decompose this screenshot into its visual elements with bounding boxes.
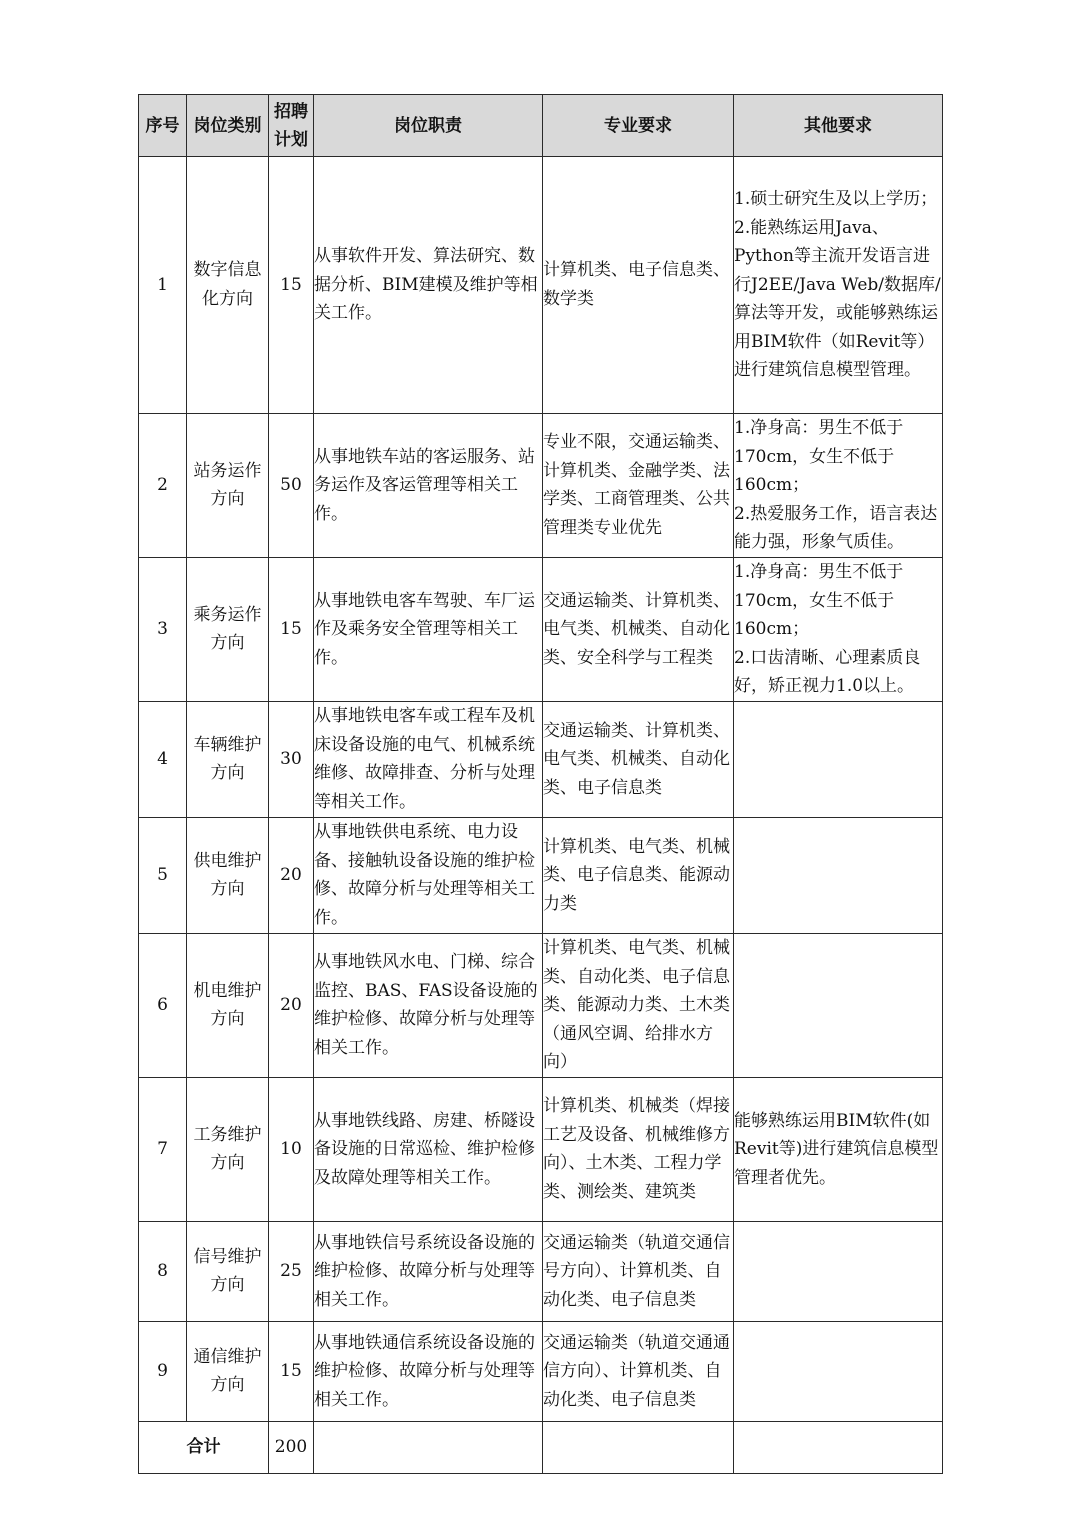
table-row [139, 157, 943, 414]
row-index: 5 [139, 817, 187, 933]
row-plan: 20 [269, 817, 314, 933]
row-index: 8 [139, 1221, 187, 1321]
total-plan: 200 [269, 1421, 314, 1473]
table-row [139, 1221, 943, 1321]
row-major: 交通运输类、计算机类、电气类、机械类、自动化类、安全科学与工程类 [543, 557, 734, 701]
row-plan: 50 [269, 414, 314, 558]
total-label: 合计 [139, 1421, 269, 1473]
table-row [139, 1077, 943, 1221]
row-major: 交通运输类（轨道交通信号方向）、计算机类、自动化类、电子信息类 [543, 1221, 734, 1321]
row-plan: 15 [269, 1321, 314, 1421]
row-duty: 从事地铁信号系统设备设施的维护检修、故障分析与处理等相关工作。 [314, 1221, 543, 1321]
row-duty: 从事地铁线路、房建、桥隧设备设施的日常巡检、维护检修及故障处理等相关工作。 [314, 1077, 543, 1221]
row-index: 3 [139, 557, 187, 701]
total-duty-empty [314, 1421, 543, 1473]
header-major: 专业要求 [543, 95, 734, 157]
row-major: 计算机类、电气类、机械类、电子信息类、能源动力类 [543, 817, 734, 933]
row-duty: 从事地铁风水电、门梯、综合监控、BAS、FAS设备设施的维护检修、故障分析与处理等相关工作。 [314, 933, 543, 1077]
row-other [734, 1321, 943, 1421]
table-row [139, 701, 943, 817]
row-index: 7 [139, 1077, 187, 1221]
header-plan-line1: 招聘 [274, 101, 308, 122]
row-category: 乘务运作方向 [193, 604, 262, 654]
row-duty: 从事地铁车站的客运服务、站务运作及客运管理等相关工作。 [314, 414, 543, 558]
header-duty: 岗位职责 [314, 95, 543, 157]
row-index: 9 [139, 1321, 187, 1421]
row-category: 数字信息化方向 [193, 260, 262, 309]
row-major: 计算机类、电气类、机械类、自动化类、电子信息类、能源动力类、土木类（通风空调、给排水方向） [543, 933, 734, 1077]
row-category: 供电维护方向 [193, 850, 262, 900]
header-index: 序号 [139, 95, 187, 157]
total-row [139, 1421, 943, 1473]
total-major-empty [543, 1421, 734, 1473]
table-row [139, 933, 943, 1077]
row-plan: 15 [269, 557, 314, 701]
row-plan: 20 [269, 933, 314, 1077]
row-category: 机电维护方向 [193, 980, 262, 1030]
row-plan: 10 [269, 1077, 314, 1221]
header-row [139, 95, 943, 157]
row-major: 交通运输类（轨道交通通信方向）、计算机类、自动化类、电子信息类 [543, 1321, 734, 1421]
row-other: 1.净身高：男生不低于170cm，女生不低于160cm； 2.口齿清晰、心理素质良好，矫正视力1.0以上。 [734, 557, 943, 701]
row-index: 4 [139, 701, 187, 817]
header-plan-line2: 计划 [274, 129, 308, 150]
recruitment-table [138, 94, 943, 1474]
row-duty: 从事地铁电客车或工程车及机床设备设施的电气、机械系统维修、故障排查、分析与处理等相关工作。 [314, 701, 543, 817]
row-category: 工务维护方向 [193, 1124, 262, 1174]
row-duty: 从事地铁通信系统设备设施的维护检修、故障分析与处理等相关工作。 [314, 1321, 543, 1421]
header-plan [269, 95, 314, 157]
table-row [139, 557, 943, 701]
table-row [139, 414, 943, 558]
header-category: 岗位类别 [187, 95, 269, 157]
row-other [734, 933, 943, 1077]
row-plan: 30 [269, 701, 314, 817]
row-category: 信号维护方向 [193, 1246, 262, 1296]
row-category: 车辆维护方向 [193, 734, 262, 784]
row-other: 1.净身高：男生不低于170cm，女生不低于160cm； 2.热爱服务工作，语言表达能力强，形象气质佳。 [734, 414, 943, 558]
row-major: 计算机类、机械类（焊接工艺及设备、机械维修方向）、土木类、工程力学类、测绘类、建筑类 [543, 1077, 734, 1221]
row-duty: 从事软件开发、算法研究、数据分析、BIM建模及维护等相关工作。 [314, 157, 543, 414]
row-category: 站务运作方向 [193, 460, 262, 510]
row-other: 能够熟练运用BIM软件(如Revit等)进行建筑信息模型管理者优先。 [734, 1077, 943, 1221]
row-major: 专业不限，交通运输类、计算机类、金融学类、法学类、工商管理类、公共管理类专业优先 [543, 414, 734, 558]
header-other: 其他要求 [734, 95, 943, 157]
row-major: 交通运输类、计算机类、电气类、机械类、自动化类、电子信息类 [543, 701, 734, 817]
row-index: 2 [139, 414, 187, 558]
row-other [734, 701, 943, 817]
row-other: 1.硕士研究生及以上学历； 2.能熟练运用Java、Python等主流开发语言进行J2EE/Java Web/数据库/算法等开发，或能够熟练运用BIM软件（如Revit等）进行建筑信息模型管理。 [734, 157, 943, 414]
row-plan: 25 [269, 1221, 314, 1321]
total-other-empty [734, 1421, 943, 1473]
row-other [734, 817, 943, 933]
row-plan: 15 [269, 157, 314, 414]
table-row [139, 1321, 943, 1421]
table-row [139, 817, 943, 933]
row-index: 1 [139, 157, 187, 414]
row-major: 计算机类、电子信息类、数学类 [543, 157, 734, 414]
row-duty: 从事地铁电客车驾驶、车厂运作及乘务安全管理等相关工作。 [314, 557, 543, 701]
row-category: 通信维护方向 [193, 1346, 262, 1396]
row-duty: 从事地铁供电系统、电力设备、接触轨设备设施的维护检修、故障分析与处理等相关工作。 [314, 817, 543, 933]
row-other [734, 1221, 943, 1321]
row-index: 6 [139, 933, 187, 1077]
